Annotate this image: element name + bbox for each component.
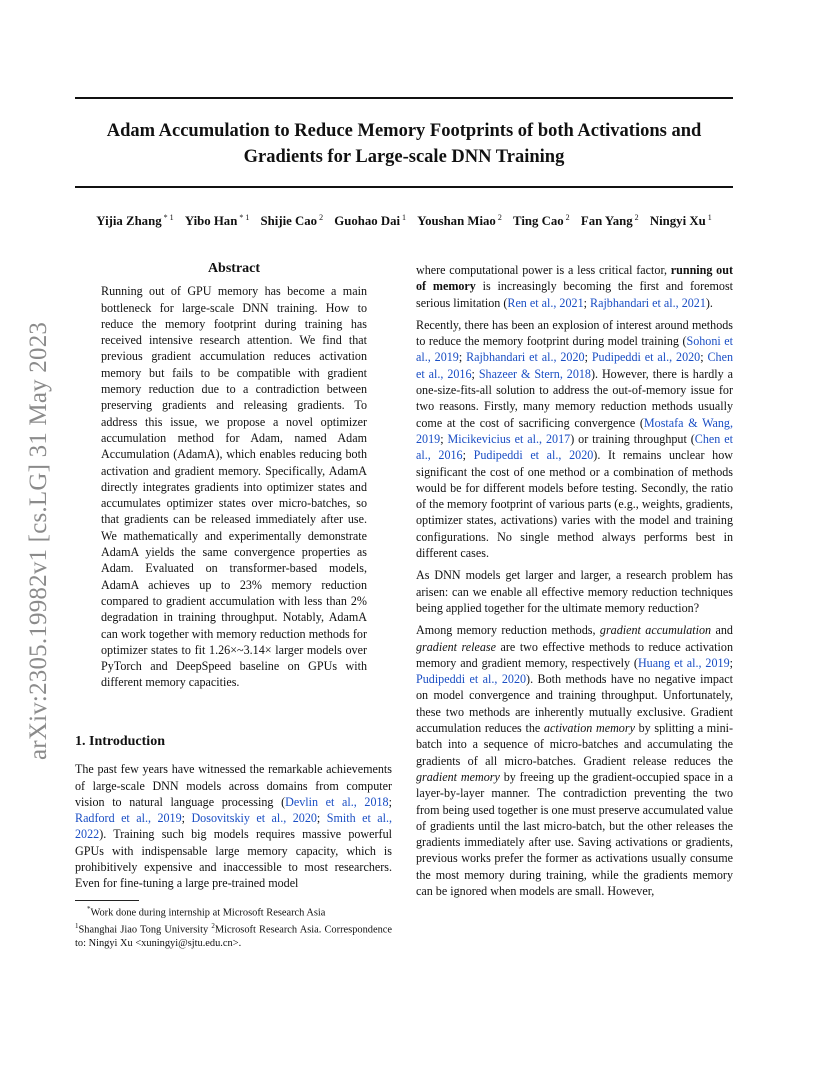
citation-link[interactable]: Pudipeddi et al., 2020 xyxy=(416,672,527,687)
introduction-section xyxy=(75,734,392,892)
author: Ningyi Xu $^1$ xyxy=(649,213,712,229)
author: Ting Cao $^2$ xyxy=(513,213,570,229)
citation-link[interactable]: Ren et al., 2021 xyxy=(507,295,584,310)
citation-link[interactable]: Mostafa & Wang, 2019 xyxy=(416,415,734,446)
citation-link[interactable]: Smith et al., 2022 xyxy=(75,811,393,842)
paragraph: Among memory reduction methods, gradient accumulation and gradient release are two effective methods to reduce activation memory and gradient memory, respectively (Huang et al., 2019; Pudipeddi et al., 2020). Both methods have no negative impact on model convergence and training throughput. Unfortunately, these two methods are inherently mutually exclusive. Gradient accumulation reduces the activation memory by splitting a mini-batch into a sequence of micro-batches and accumulating the gradients of all micro-batches. Gradient release reduces the gradient memory by freeing up the gradient-occupied space in a layer-by-layer manner. The contradiction preventing the two from being used together is one must preserve accumulated value of gradients until the last micro-batch, but the other releases the gradients immediately after use. Saving activations or gradients, previous works prefer the former as activations usually consume the most memory during training, while the gradients memory can be ignored when models are small. However, xyxy=(416,623,734,898)
author: Youshan Miao $^2$ xyxy=(417,213,502,229)
citation-link[interactable]: Radford et al., 2019 xyxy=(75,811,182,826)
citation-link[interactable]: Rajbhandari et al., 2021 xyxy=(590,295,706,310)
author-list xyxy=(75,213,733,229)
right-column xyxy=(416,262,733,905)
citation-link[interactable]: Rajbhandari et al., 2020 xyxy=(466,350,585,365)
paragraph: As DNN models get larger and larger, a research problem has arisen: can we enable all effective memory reduction techniques being applied together for the ultimate memory reduction? xyxy=(416,568,733,615)
abstract-body: Running out of GPU memory has become a main bottleneck for large-scale DNN training. How to reduce the memory footprint during training has received intensive research attention. We find that previous gradient accumulation reduces activation memory but fails to be compatible with gradient memory reduction due to a contradiction between preserving gradients and releasing gradients. To address this issue, we propose a novel optimizer accumulation method for Adam, named Adam Accumulation (AdamA), which enables reducing both activation and gradient memory. Specifically, AdamA directly integrates gradients into optimizer states and accumulates optimizer states over micro-batches, so that gradients can be released immediately after use. We mathematically and experimentally demonstrate AdamA yields the same convergence properties as Adam. Evaluated on transformer-based models, AdamA achieves up to 23% memory reduction compared to gradient accumulation with less than 2% degradation in training throughput. Notably, AdamA can work together with memory reduction methods for optimizer states to fit 1.26×~3.14× larger models over PyTorch and DeepSpeed baseline on GPUs with different memory capacities. xyxy=(101,284,367,690)
introduction-paragraph: The past few years have witnessed the remarkable achievements of large-scale DNN models across domains from computer vision to natural language processing (Devlin et al., 2018; Radford et al., 2019; Dosovitskiy et al., 2020; Smith et al., 2022). Training such big models requires massive powerful GPUs with indispensable large memory capacity, which is prohibitively expensive and inaccessible to most researchers. Even for fine-tuning a large pre-trained model xyxy=(75,762,393,891)
footnote: *Work done during internship at Microsoft Research Asia $^1$Shanghai Jiao Tong University $^2$Microsoft Research Asia. Correspondence to: Ningyi Xu <xuningyi@sjtu.edu.cn>. xyxy=(75,905,392,949)
citation-link[interactable]: Chen et al., 2016 xyxy=(416,431,733,463)
paper-title: Adam Accumulation to Reduce Memory Footprints of both Activations and Gradients for Large-scale DNN Training xyxy=(106,121,702,167)
citation-link[interactable]: Pudipeddi et al., 2020 xyxy=(591,350,701,365)
title-bottom-rule xyxy=(75,186,733,188)
citation-link[interactable]: Dosovitskiy et al., 2020 xyxy=(191,811,317,826)
author: Shijie Cao $^2$ xyxy=(260,213,324,229)
citation-link[interactable]: Sohoni et al., 2019 xyxy=(416,334,733,365)
abstract-heading: Abstract xyxy=(207,261,261,276)
title-top-rule xyxy=(75,97,733,99)
citation-link[interactable]: Pudipeddi et al., 2020 xyxy=(473,448,594,463)
author: Yijia Zhang $^{* 1}$ xyxy=(96,213,174,229)
author: Yibo Han $^{* 1}$ xyxy=(184,213,250,229)
citation-link[interactable]: Chen et al., 2016 xyxy=(416,350,733,381)
abstract-section xyxy=(101,261,367,691)
introduction-heading: 1. Introduction xyxy=(75,734,165,749)
author: Guohao Dai $^1$ xyxy=(334,213,407,229)
citation-link[interactable]: Micikevicius et al., 2017 xyxy=(447,431,571,446)
citation-link[interactable]: Shazeer & Stern, 2018 xyxy=(478,366,591,381)
author: Fan Yang $^2$ xyxy=(580,213,639,229)
arxiv-identifier-stamp: arXiv:2305.19982v1 [cs.LG] 31 May 2023 xyxy=(25,321,52,760)
citation-link[interactable]: Huang et al., 2019 xyxy=(637,655,730,670)
footnote-rule xyxy=(75,900,139,901)
paragraph: where computational power is a less critical factor, running out of memory is increasingly becoming the first and foremost serious limitation (Ren et al., 2021; Rajbhandari et al., 2021). xyxy=(416,263,734,310)
paragraph: Recently, there has been an explosion of interest around methods to reduce the memory footprint during model training (Sohoni et al., 2019; Rajbhandari et al., 2020; Pudipeddi et al., 2020; Chen et al., 2016; Shazeer & Stern, 2018). However, there is hardly a one-size-fits-all solution to address the out-of-memory issue for two reasons. Firstly, many memory reduction methods usually come at the cost of sacrificing convergence (Mostafa & Wang, 2019; Micikevicius et al., 2017) or training throughput (Chen et al., 2016; Pudipeddi et al., 2020). It remains unclear how significant the cost of one method or a combination of methods would be for different models before testing. Secondly, the ratio of the memory footprint of various parts (e.g., weights, gradients, optimizer states, activations) varies with the model and training configurations. No single method always performs best in different cases. xyxy=(416,317,734,561)
citation-link[interactable]: Devlin et al., 2018 xyxy=(285,794,389,809)
